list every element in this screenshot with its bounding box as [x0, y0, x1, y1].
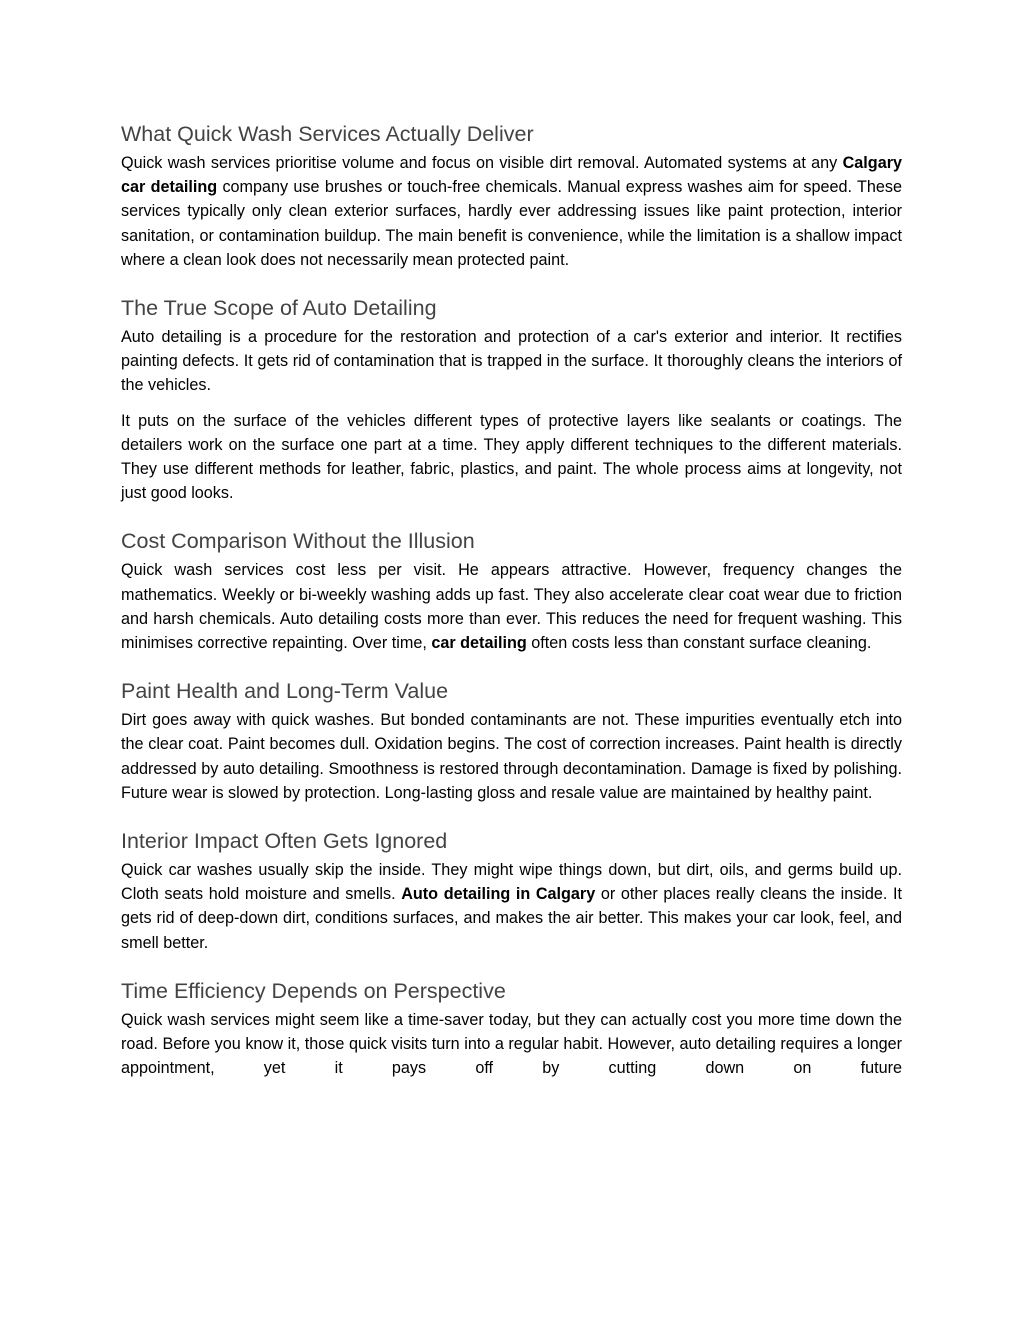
- section-paragraph: Dirt goes away with quick washes. But bonded contaminants are not. These impurities eventually etch into the clear coat. Paint becomes dull. Oxidation begins. The cost of correction increases. Paint health is directly addressed by auto detailing. Smoothness is restored through decontamination. Damage is fixed by polishing. Future wear is slowed by protection. Long-lasting gloss and resale value are maintained by healthy paint.: [121, 711, 902, 802]
- section-paragraph: Quick wash services might seem like a time-saver today, but they can actually cost you more time down the road. Before you know it, those quick visits turn into a regular habit. However, auto detailing requires a longer appointment, yet it pays off by cutting down on future: [121, 1010, 902, 1078]
- paragraph-text: often costs less than constant surface cleaning.: [526, 634, 872, 653]
- section-paragraph: Auto detailing is a procedure for the restoration and protection of a car's exterior and interior. It rectifies painting defects. It gets rid of contamination that is trapped in the surface. It thoroughly cleans the interiors of the vehicles.: [121, 328, 902, 395]
- section-heading: Interior Impact Often Gets Ignored: [121, 829, 448, 854]
- section-heading: Cost Comparison Without the Illusion: [121, 529, 475, 554]
- section-cost-comparison: [121, 527, 902, 655]
- bold-keyword: Calgary car detailing: [121, 154, 902, 197]
- section-heading: Time Efficiency Depends on Perspective: [121, 978, 506, 1003]
- paragraph-text: Quick car washes usually skip the inside. They might wipe things down, but dirt, oils, and germs build up. Cloth seats hold moisture and smells.: [121, 861, 902, 904]
- bold-keyword: Auto detailing in Calgary: [401, 885, 596, 904]
- section-time-efficiency: [121, 977, 902, 1081]
- section-paragraph: [121, 151, 902, 272]
- document-page: [121, 120, 902, 1102]
- bold-keyword: car detailing: [431, 634, 527, 653]
- section-quick-wash: [121, 120, 902, 272]
- section-heading: The True Scope of Auto Detailing: [121, 296, 437, 321]
- paragraph-text: or other places really cleans the inside. It gets rid of deep-down dirt, conditions surfaces, and makes the air better. This makes your car look, feel, and smell better.: [121, 885, 903, 952]
- section-paragraph: [121, 558, 902, 655]
- paragraph-text: Quick wash services cost less per visit. He appears attractive. However, frequency changes the mathematics. Weekly or bi-weekly washing adds up fast. They also accelerate clear coat wear due to friction and harsh chemicals. Auto detailing costs more than ever. This reduces the need for frequent washing. This minimises corrective repainting. Over time,: [121, 561, 902, 653]
- section-auto-detailing-scope: [121, 294, 902, 505]
- paragraph-text: Quick wash services prioritise volume and focus on visible dirt removal. Automated systems at any: [121, 154, 843, 172]
- section-paragraph: It puts on the surface of the vehicles different types of protective layers like sealants or coatings. The detailers work on the surface one part at a time. They apply different techniques to the different materials. They use different methods for leather, fabric, plastics, and paint. The whole process aims at longevity, not just good looks.: [121, 411, 902, 503]
- section-heading: What Quick Wash Services Actually Deliver: [121, 122, 534, 146]
- section-paint-health: [121, 677, 902, 805]
- section-paragraph: [121, 858, 902, 955]
- section-interior-impact: [121, 827, 902, 955]
- paragraph-text: company use brushes or touch-free chemicals. Manual express washes aim for speed. These services typically only clean exterior surfaces, hardly ever addressing issues like paint protection, interior sanitation, or contamination buildup. The main benefit is convenience, while the limitation is a shallow impact where a clean look does not necessarily mean protected paint.: [121, 178, 902, 269]
- section-heading: Paint Health and Long-Term Value: [121, 679, 449, 704]
